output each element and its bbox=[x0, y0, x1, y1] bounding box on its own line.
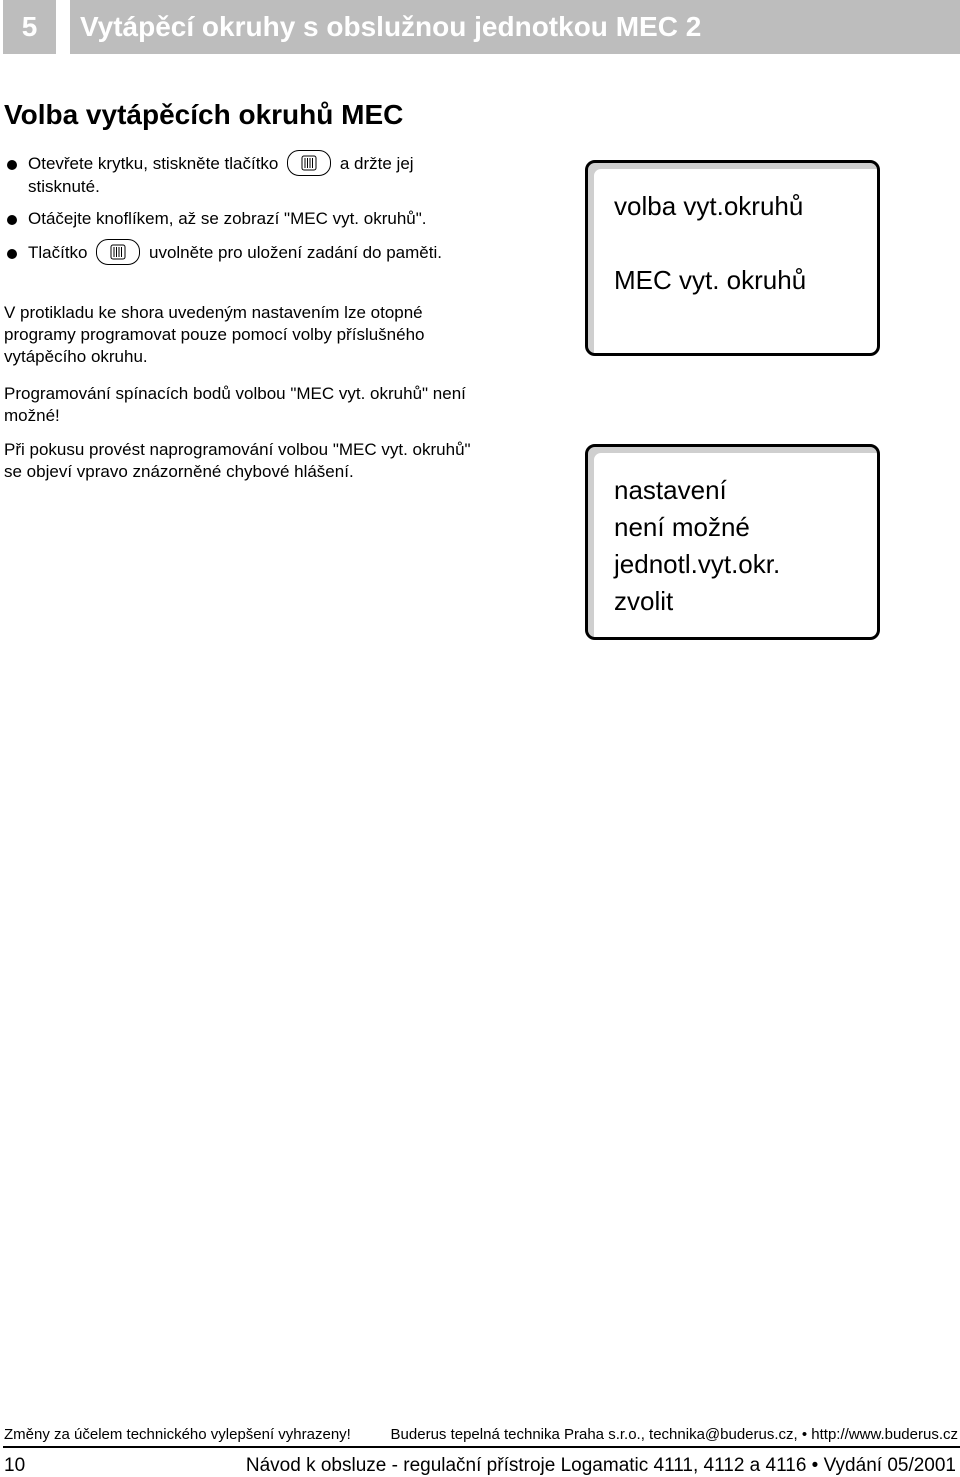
paragraph-not-possible: Programování spínacích bodů volbou "MEC vyt. okruhů" není možné! bbox=[4, 384, 466, 425]
bullet-icon bbox=[7, 215, 17, 225]
display-line: není možné bbox=[614, 512, 750, 542]
step-2 bbox=[4, 208, 474, 230]
display-line: volba vyt.okruhů bbox=[614, 191, 804, 221]
radiator-key-icon bbox=[287, 150, 331, 176]
display-line: zvolit bbox=[614, 586, 674, 616]
bullet-icon bbox=[7, 160, 17, 170]
chapter-number: 5 bbox=[3, 0, 56, 54]
chapter-title: Vytápěcí okruhy s obslužnou jednotkou MEC 2 bbox=[70, 0, 960, 54]
section-title: Volba vytápěcích okruhů MEC bbox=[4, 99, 404, 130]
display-line: MEC vyt. okruhů bbox=[614, 265, 807, 295]
bullet-icon bbox=[7, 249, 17, 259]
display-line: jednotl.vyt.okr. bbox=[614, 549, 781, 579]
display-line: nastavení bbox=[614, 475, 727, 505]
step-2-text: Otáčejte knoflíkem, až se zobrazí "MEC vyt. okruhů". bbox=[28, 209, 427, 228]
footer-notice: Změny za účelem technického vylepšení vyhrazeny! bbox=[4, 1426, 351, 1443]
display-select-circuits bbox=[585, 160, 880, 356]
display-error-message bbox=[585, 444, 880, 640]
step-3-text-before: Tlačítko bbox=[28, 243, 88, 262]
paragraph-programs: V protikladu ke shora uvedeným nastavením lze otopné programy programovat pouze pomocí volby příslušného vytápěcího okruhu. bbox=[4, 303, 425, 366]
footer-company: Buderus tepelná technika Praha s.r.o., technika@buderus.cz, • http://www.buderus.cz bbox=[390, 1426, 958, 1443]
step-1-text-before: Otevřete krytku, stiskněte tlačítko bbox=[28, 154, 279, 173]
page-number: 10 bbox=[4, 1455, 26, 1476]
step-1 bbox=[4, 153, 474, 198]
paragraph-error-message: Při pokusu provést naprogramování volbou "MEC vyt. okruhů" se objeví vpravo znázorněné chybové hlášení. bbox=[4, 440, 471, 481]
footer-divider bbox=[3, 1446, 960, 1448]
step-3 bbox=[4, 242, 474, 265]
step-3-text-after: uvolněte pro uložení zadání do paměti. bbox=[149, 243, 442, 262]
step-1-text-after: a držte jej stisknuté. bbox=[28, 154, 414, 196]
footer-document-title: Návod k obsluze - regulační přístroje Logamatic 4111, 4112 a 4116 • Vydání 05/2001 bbox=[245, 1455, 956, 1476]
radiator-key-icon bbox=[96, 239, 140, 265]
